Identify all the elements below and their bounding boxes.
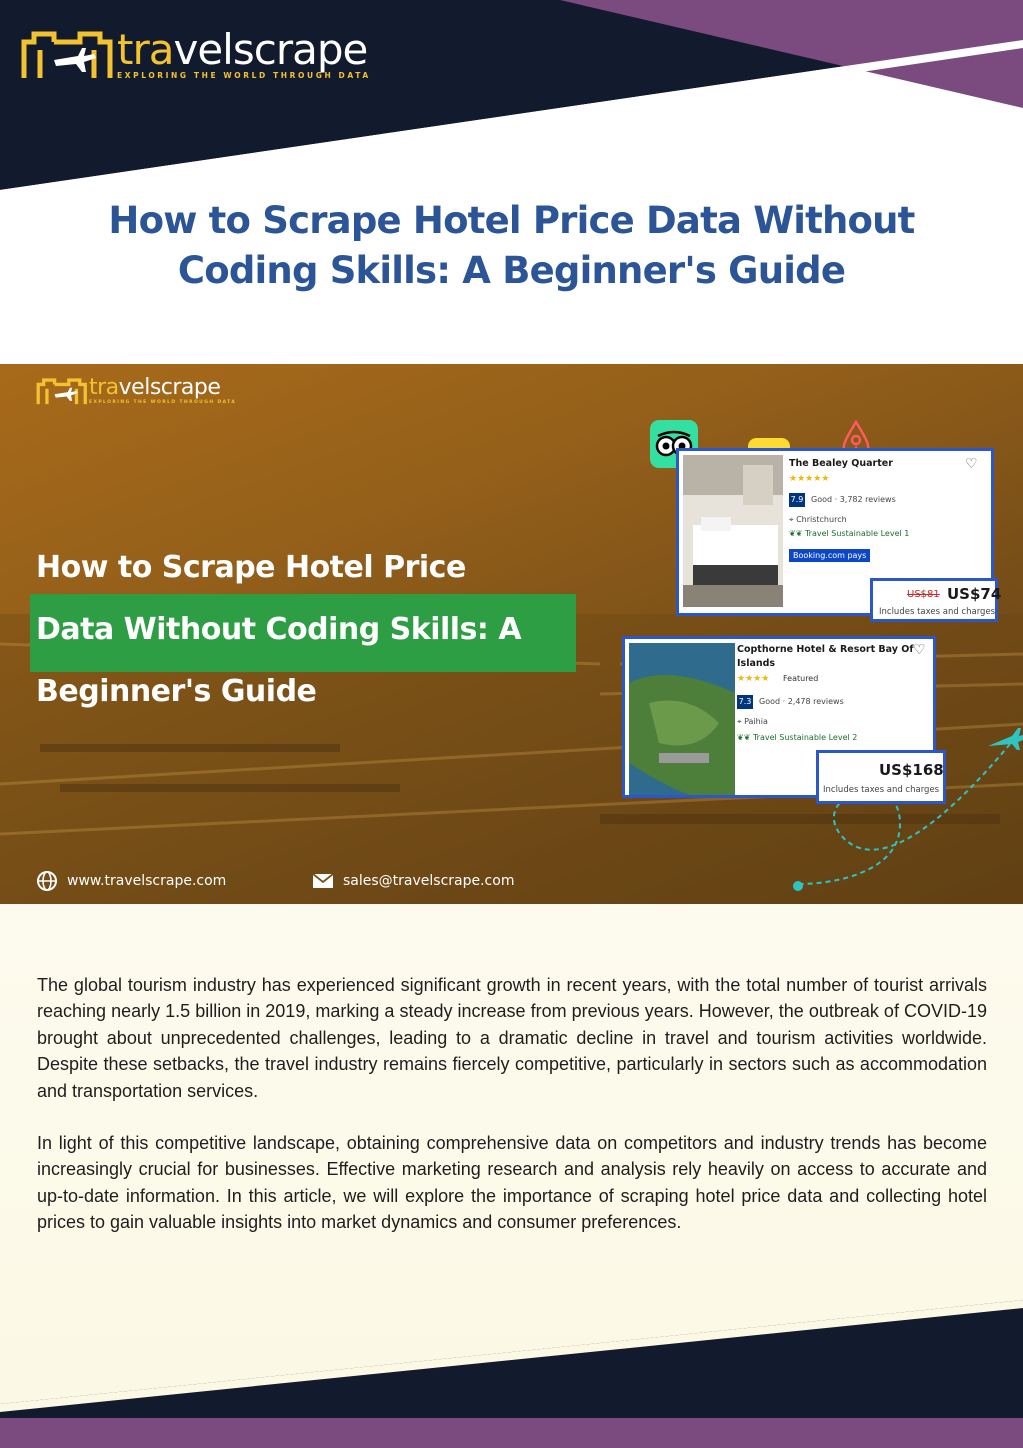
banner-website[interactable]: www.travelscrape.com — [36, 870, 226, 892]
hotel-city: ⌖ Christchurch — [789, 515, 847, 524]
banner-email[interactable]: sales@travelscrape.com — [312, 870, 514, 892]
title-line-2: Coding Skills: A Beginner's Guide — [177, 249, 846, 292]
rating-score: 7.9 — [789, 493, 805, 507]
featured-label: Featured — [783, 674, 819, 683]
booking-pays-badge: Booking.com pays — [789, 549, 870, 562]
banner-suitcase-plane-icon — [36, 376, 88, 406]
hotel-room-image — [683, 455, 783, 607]
banner-heading-line-3: Beginner's Guide — [36, 674, 317, 709]
globe-icon — [36, 870, 58, 892]
price-note: Includes taxes and charges — [879, 607, 996, 617]
sustainable-badge: ❦❦ Travel Sustainable Level 2 — [737, 733, 858, 742]
price-note: Includes taxes and charges — [823, 785, 940, 795]
banner-heading-line-1: How to Scrape Hotel Price — [36, 550, 466, 585]
logo-tagline: EXPLORING THE WORLD THROUGH DATA — [117, 71, 371, 80]
current-price: US$74 — [947, 585, 1002, 603]
hotel-city: ⌖ Paihia — [737, 717, 768, 726]
star-rating: ★★★★★ — [789, 473, 830, 483]
footer-band — [0, 1300, 1023, 1448]
old-price: US$81 — [907, 589, 940, 600]
current-price: US$168 — [879, 761, 944, 779]
suitcase-plane-icon — [20, 28, 115, 80]
page-title — [60, 196, 963, 296]
price-box-copthorne — [816, 750, 946, 804]
review-summary: Good · 3,782 reviews — [811, 495, 896, 504]
hotel-name: Copthorne Hotel & Resort Bay Of Islands — [737, 644, 914, 669]
title-line-1: How to Scrape Hotel Price Data Without — [108, 199, 915, 242]
price-box-bealey — [870, 578, 1002, 622]
hotel-name: The Bealey Quarter — [789, 458, 893, 469]
heart-icon[interactable]: ♡ — [913, 641, 926, 657]
review-summary: Good · 2,478 reviews — [759, 697, 844, 706]
banner-heading-line-2: Data Without Coding Skills: A — [36, 612, 522, 647]
hero-banner — [0, 364, 1023, 904]
heart-icon[interactable]: ♡ — [965, 455, 978, 471]
envelope-icon — [312, 870, 334, 892]
article-paragraph-1: The global tourism industry has experienced significant growth in recent years, with the total number of tourist arrivals reaching nearly 1.5 billion in 2019, marking a steady increase from previous years. However, the outbreak of COVID-19 brought about unprecedented challenges, leading to a dramatic decline in travel and tourism activities worldwide. Despite these setbacks, the travel industry remains fiercely competitive, particularly in sectors such as accommodation and transportation services. — [37, 975, 987, 1101]
resort-aerial-image — [629, 643, 735, 795]
star-rating: ★★★★ — [737, 673, 770, 683]
article-paragraph-2: In light of this competitive landscape, obtaining comprehensive data on competitors and industry trends has become increasingly crucial for businesses. Effective marketing research and analysis rely heavily on access to accurate and up-to-date information. In this article, we will explore the importance of scraping hotel price data and collecting hotel prices to gain valuable insights into market dynamics and consumer preferences. — [37, 1133, 987, 1233]
logo-wordmark: travelscrape — [117, 25, 368, 74]
banner-logo: travelscrape EXPLORING THE WORLD THROUGH DATA — [36, 376, 236, 406]
rating-score: 7.3 — [737, 695, 753, 709]
travelscrape-logo[interactable] — [20, 25, 371, 88]
footer-shapes — [0, 1300, 1023, 1448]
sustainable-badge: ❦❦ Travel Sustainable Level 1 — [789, 529, 910, 538]
